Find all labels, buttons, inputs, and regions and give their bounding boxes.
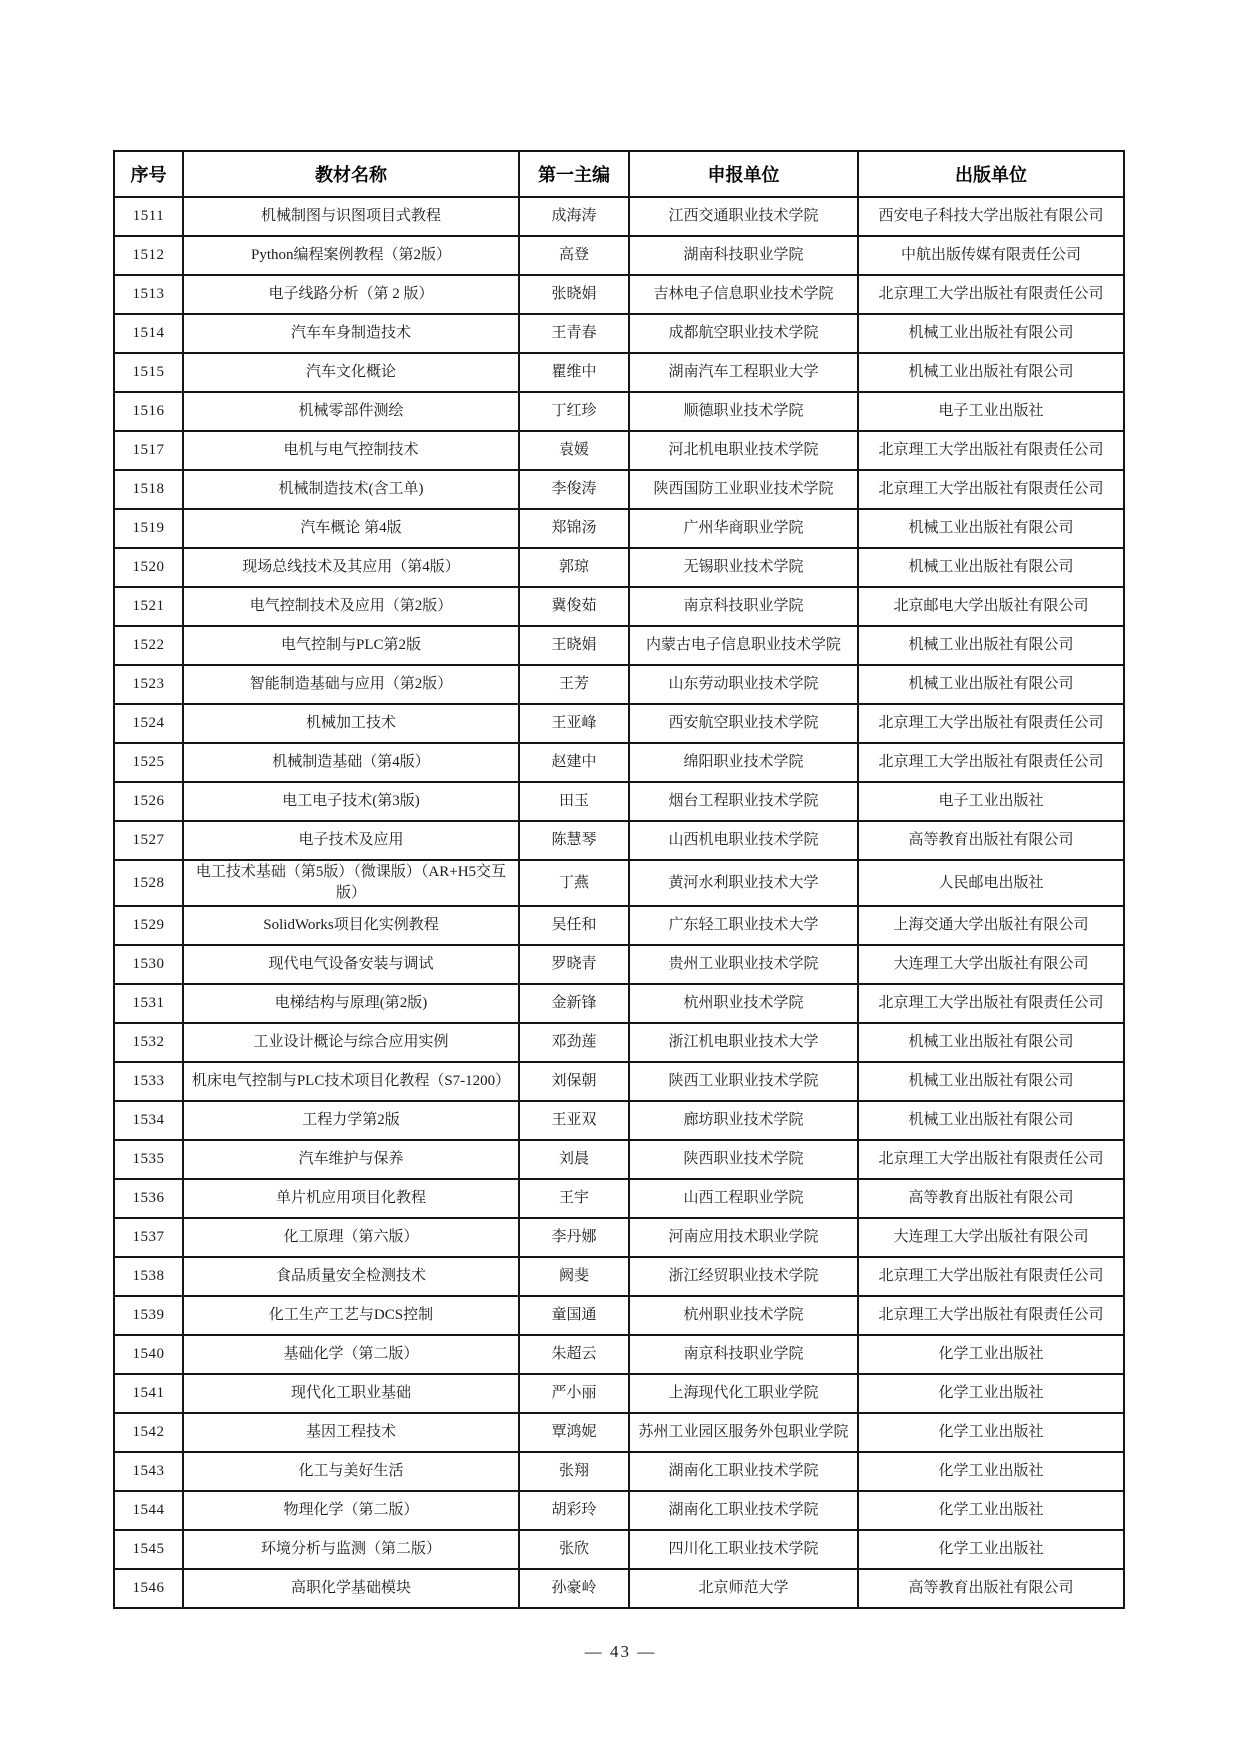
table-row — [114, 1296, 1124, 1335]
cell-applying-institution: 吉林电子信息职业技术学院 — [629, 275, 858, 314]
cell-textbook-name: 汽车文化概论 — [183, 353, 519, 392]
table-row — [114, 906, 1124, 945]
cell-applying-institution: 河南应用技术职业学院 — [629, 1218, 858, 1257]
cell-applying-institution: 陕西国防工业职业技术学院 — [629, 470, 858, 509]
cell-first-editor: 田玉 — [519, 782, 629, 821]
cell-textbook-name: 电梯结构与原理(第2版) — [183, 984, 519, 1023]
cell-textbook-name: 现代化工职业基础 — [183, 1374, 519, 1413]
cell-applying-institution: 山东劳动职业技术学院 — [629, 665, 858, 704]
cell-serial-number: 1516 — [114, 392, 183, 431]
cell-serial-number: 1511 — [114, 197, 183, 236]
cell-publisher: 机械工业出版社有限公司 — [858, 548, 1124, 587]
cell-textbook-name: 食品质量安全检测技术 — [183, 1257, 519, 1296]
cell-first-editor: 覃鸿妮 — [519, 1413, 629, 1452]
cell-serial-number: 1532 — [114, 1023, 183, 1062]
textbook-table — [113, 150, 1125, 1609]
cell-publisher: 机械工业出版社有限公司 — [858, 509, 1124, 548]
cell-first-editor: 陈慧琴 — [519, 821, 629, 860]
cell-textbook-name: 电气控制技术及应用（第2版） — [183, 587, 519, 626]
cell-serial-number: 1513 — [114, 275, 183, 314]
cell-first-editor: 李俊涛 — [519, 470, 629, 509]
cell-textbook-name: 电工电子技术(第3版) — [183, 782, 519, 821]
cell-textbook-name: 基因工程技术 — [183, 1413, 519, 1452]
cell-serial-number: 1533 — [114, 1062, 183, 1101]
cell-serial-number: 1539 — [114, 1296, 183, 1335]
table-row — [114, 1374, 1124, 1413]
cell-textbook-name: 机械制造技术(含工单) — [183, 470, 519, 509]
table-row — [114, 860, 1124, 906]
cell-textbook-name: 物理化学（第二版） — [183, 1491, 519, 1530]
cell-textbook-name: 汽车车身制造技术 — [183, 314, 519, 353]
cell-serial-number: 1523 — [114, 665, 183, 704]
table-row — [114, 1023, 1124, 1062]
cell-publisher: 北京理工大学出版社有限责任公司 — [858, 275, 1124, 314]
cell-textbook-name: 电机与电气控制技术 — [183, 431, 519, 470]
cell-serial-number: 1526 — [114, 782, 183, 821]
cell-first-editor: 王青春 — [519, 314, 629, 353]
cell-publisher: 高等教育出版社有限公司 — [858, 821, 1124, 860]
cell-publisher: 北京理工大学出版社有限责任公司 — [858, 1140, 1124, 1179]
table-row — [114, 984, 1124, 1023]
cell-publisher: 北京理工大学出版社有限责任公司 — [858, 431, 1124, 470]
cell-applying-institution: 四川化工职业技术学院 — [629, 1530, 858, 1569]
cell-textbook-name: 环境分析与监测（第二版） — [183, 1530, 519, 1569]
cell-first-editor: 成海涛 — [519, 197, 629, 236]
cell-applying-institution: 北京师范大学 — [629, 1569, 858, 1608]
cell-textbook-name: 单片机应用项目化教程 — [183, 1179, 519, 1218]
cell-textbook-name: 机床电气控制与PLC技术项目化教程（S7-1200） — [183, 1062, 519, 1101]
table-row — [114, 704, 1124, 743]
cell-textbook-name: 智能制造基础与应用（第2版） — [183, 665, 519, 704]
cell-first-editor: 金新锋 — [519, 984, 629, 1023]
cell-serial-number: 1518 — [114, 470, 183, 509]
cell-serial-number: 1512 — [114, 236, 183, 275]
cell-publisher: 北京理工大学出版社有限责任公司 — [858, 470, 1124, 509]
cell-publisher: 电子工业出版社 — [858, 392, 1124, 431]
cell-applying-institution: 烟台工程职业技术学院 — [629, 782, 858, 821]
cell-textbook-name: 电子线路分析（第 2 版） — [183, 275, 519, 314]
cell-publisher: 高等教育出版社有限公司 — [858, 1569, 1124, 1608]
cell-first-editor: 王芳 — [519, 665, 629, 704]
cell-publisher: 北京邮电大学出版社有限公司 — [858, 587, 1124, 626]
cell-first-editor: 吴任和 — [519, 906, 629, 945]
cell-serial-number: 1528 — [114, 860, 183, 906]
cell-textbook-name: 机械零部件测绘 — [183, 392, 519, 431]
cell-serial-number: 1546 — [114, 1569, 183, 1608]
cell-first-editor: 王宇 — [519, 1179, 629, 1218]
cell-first-editor: 孙豪岭 — [519, 1569, 629, 1608]
cell-serial-number: 1541 — [114, 1374, 183, 1413]
cell-publisher: 机械工业出版社有限公司 — [858, 626, 1124, 665]
cell-first-editor: 张晓娟 — [519, 275, 629, 314]
cell-publisher: 机械工业出版社有限公司 — [858, 314, 1124, 353]
cell-first-editor: 袁媛 — [519, 431, 629, 470]
table-row — [114, 782, 1124, 821]
cell-applying-institution: 杭州职业技术学院 — [629, 1296, 858, 1335]
cell-applying-institution: 陕西职业技术学院 — [629, 1140, 858, 1179]
cell-serial-number: 1529 — [114, 906, 183, 945]
cell-applying-institution: 湖南科技职业学院 — [629, 236, 858, 275]
cell-textbook-name: 汽车维护与保养 — [183, 1140, 519, 1179]
cell-first-editor: 刘晨 — [519, 1140, 629, 1179]
cell-publisher: 中航出版传媒有限责任公司 — [858, 236, 1124, 275]
table-row — [114, 1491, 1124, 1530]
page-number: — 43 — — [584, 1642, 657, 1661]
cell-first-editor: 赵建中 — [519, 743, 629, 782]
table-row — [114, 509, 1124, 548]
table-row — [114, 743, 1124, 782]
table-row — [114, 197, 1124, 236]
cell-first-editor: 胡彩玲 — [519, 1491, 629, 1530]
cell-first-editor: 童国通 — [519, 1296, 629, 1335]
cell-applying-institution: 成都航空职业技术学院 — [629, 314, 858, 353]
cell-publisher: 电子工业出版社 — [858, 782, 1124, 821]
cell-textbook-name: 电工技术基础（第5版）（微课版）（AR+H5交互版） — [183, 860, 519, 906]
cell-first-editor: 王晓娟 — [519, 626, 629, 665]
header-serial-number: 序号 — [114, 151, 183, 197]
table-row — [114, 1101, 1124, 1140]
cell-first-editor: 冀俊茹 — [519, 587, 629, 626]
cell-textbook-name: 现场总线技术及其应用（第4版） — [183, 548, 519, 587]
cell-serial-number: 1537 — [114, 1218, 183, 1257]
cell-serial-number: 1540 — [114, 1335, 183, 1374]
cell-applying-institution: 湖南化工职业技术学院 — [629, 1491, 858, 1530]
cell-applying-institution: 廊坊职业技术学院 — [629, 1101, 858, 1140]
cell-serial-number: 1520 — [114, 548, 183, 587]
table-row — [114, 314, 1124, 353]
table-row — [114, 1257, 1124, 1296]
table-row — [114, 945, 1124, 984]
cell-serial-number: 1531 — [114, 984, 183, 1023]
cell-applying-institution: 山西机电职业技术学院 — [629, 821, 858, 860]
table-header-row — [114, 151, 1124, 197]
table-row — [114, 1335, 1124, 1374]
cell-first-editor: 瞿维中 — [519, 353, 629, 392]
cell-applying-institution: 顺德职业技术学院 — [629, 392, 858, 431]
cell-first-editor: 阙斐 — [519, 1257, 629, 1296]
cell-applying-institution: 陕西工业职业技术学院 — [629, 1062, 858, 1101]
cell-serial-number: 1524 — [114, 704, 183, 743]
cell-serial-number: 1521 — [114, 587, 183, 626]
cell-serial-number: 1525 — [114, 743, 183, 782]
cell-serial-number: 1519 — [114, 509, 183, 548]
table-row — [114, 626, 1124, 665]
cell-publisher: 人民邮电出版社 — [858, 860, 1124, 906]
cell-applying-institution: 湖南汽车工程职业大学 — [629, 353, 858, 392]
table-row — [114, 1452, 1124, 1491]
cell-serial-number: 1544 — [114, 1491, 183, 1530]
cell-publisher: 化学工业出版社 — [858, 1335, 1124, 1374]
cell-textbook-name: 工业设计概论与综合应用实例 — [183, 1023, 519, 1062]
table-row — [114, 1569, 1124, 1608]
cell-textbook-name: 化工生产工艺与DCS控制 — [183, 1296, 519, 1335]
cell-serial-number: 1534 — [114, 1101, 183, 1140]
cell-serial-number: 1545 — [114, 1530, 183, 1569]
cell-applying-institution: 南京科技职业学院 — [629, 1335, 858, 1374]
cell-serial-number: 1535 — [114, 1140, 183, 1179]
header-textbook-name: 教材名称 — [183, 151, 519, 197]
cell-applying-institution: 广州华商职业学院 — [629, 509, 858, 548]
cell-textbook-name: 机械加工技术 — [183, 704, 519, 743]
table-body — [114, 197, 1124, 1608]
cell-textbook-name: SolidWorks项目化实例教程 — [183, 906, 519, 945]
table-row — [114, 392, 1124, 431]
cell-first-editor: 邓劲莲 — [519, 1023, 629, 1062]
cell-applying-institution: 杭州职业技术学院 — [629, 984, 858, 1023]
cell-applying-institution: 上海现代化工职业学院 — [629, 1374, 858, 1413]
cell-serial-number: 1522 — [114, 626, 183, 665]
cell-publisher: 机械工业出版社有限公司 — [858, 353, 1124, 392]
table-row — [114, 275, 1124, 314]
cell-applying-institution: 内蒙古电子信息职业技术学院 — [629, 626, 858, 665]
cell-publisher: 机械工业出版社有限公司 — [858, 665, 1124, 704]
cell-publisher: 化学工业出版社 — [858, 1374, 1124, 1413]
cell-applying-institution: 苏州工业园区服务外包职业学院 — [629, 1413, 858, 1452]
cell-publisher: 机械工业出版社有限公司 — [858, 1023, 1124, 1062]
cell-textbook-name: 机械制图与识图项目式教程 — [183, 197, 519, 236]
cell-serial-number: 1542 — [114, 1413, 183, 1452]
cell-textbook-name: 汽车概论 第4版 — [183, 509, 519, 548]
cell-applying-institution: 贵州工业职业技术学院 — [629, 945, 858, 984]
cell-applying-institution: 浙江经贸职业技术学院 — [629, 1257, 858, 1296]
cell-first-editor: 郭琼 — [519, 548, 629, 587]
table-row — [114, 665, 1124, 704]
cell-publisher: 化学工业出版社 — [858, 1491, 1124, 1530]
cell-serial-number: 1514 — [114, 314, 183, 353]
table-row — [114, 587, 1124, 626]
cell-serial-number: 1543 — [114, 1452, 183, 1491]
table-row — [114, 1179, 1124, 1218]
cell-publisher: 北京理工大学出版社有限责任公司 — [858, 1257, 1124, 1296]
cell-first-editor: 严小丽 — [519, 1374, 629, 1413]
table-row — [114, 821, 1124, 860]
cell-textbook-name: 机械制造基础（第4版） — [183, 743, 519, 782]
cell-publisher: 化学工业出版社 — [858, 1452, 1124, 1491]
cell-applying-institution: 西安航空职业技术学院 — [629, 704, 858, 743]
cell-publisher: 大连理工大学出版社有限公司 — [858, 1218, 1124, 1257]
cell-textbook-name: 化工原理（第六版） — [183, 1218, 519, 1257]
cell-textbook-name: Python编程案例教程（第2版） — [183, 236, 519, 275]
cell-publisher: 机械工业出版社有限公司 — [858, 1062, 1124, 1101]
cell-publisher: 北京理工大学出版社有限责任公司 — [858, 704, 1124, 743]
cell-textbook-name: 电子技术及应用 — [183, 821, 519, 860]
cell-first-editor: 郑锦汤 — [519, 509, 629, 548]
table-row — [114, 1413, 1124, 1452]
cell-textbook-name: 工程力学第2版 — [183, 1101, 519, 1140]
cell-first-editor: 李丹娜 — [519, 1218, 629, 1257]
cell-serial-number: 1538 — [114, 1257, 183, 1296]
cell-applying-institution: 河北机电职业技术学院 — [629, 431, 858, 470]
table-row — [114, 431, 1124, 470]
table-row — [114, 1530, 1124, 1569]
cell-textbook-name: 基础化学（第二版） — [183, 1335, 519, 1374]
table-row — [114, 548, 1124, 587]
cell-serial-number: 1527 — [114, 821, 183, 860]
cell-publisher: 化学工业出版社 — [858, 1530, 1124, 1569]
table-row — [114, 470, 1124, 509]
cell-first-editor: 丁红珍 — [519, 392, 629, 431]
cell-publisher: 北京理工大学出版社有限责任公司 — [858, 984, 1124, 1023]
cell-publisher: 北京理工大学出版社有限责任公司 — [858, 743, 1124, 782]
cell-publisher: 大连理工大学出版社有限公司 — [858, 945, 1124, 984]
cell-applying-institution: 广东轻工职业技术大学 — [629, 906, 858, 945]
cell-publisher: 西安电子科技大学出版社有限公司 — [858, 197, 1124, 236]
cell-first-editor: 张翔 — [519, 1452, 629, 1491]
cell-textbook-name: 现代电气设备安装与调试 — [183, 945, 519, 984]
header-applying-institution: 申报单位 — [629, 151, 858, 197]
cell-applying-institution: 黄河水利职业技术大学 — [629, 860, 858, 906]
cell-first-editor: 王亚峰 — [519, 704, 629, 743]
cell-first-editor: 张欣 — [519, 1530, 629, 1569]
cell-applying-institution: 无锡职业技术学院 — [629, 548, 858, 587]
cell-textbook-name: 化工与美好生活 — [183, 1452, 519, 1491]
cell-first-editor: 刘保朝 — [519, 1062, 629, 1101]
table-row — [114, 353, 1124, 392]
cell-first-editor: 王亚双 — [519, 1101, 629, 1140]
cell-textbook-name: 高职化学基础模块 — [183, 1569, 519, 1608]
cell-publisher: 机械工业出版社有限公司 — [858, 1101, 1124, 1140]
cell-publisher: 上海交通大学出版社有限公司 — [858, 906, 1124, 945]
cell-applying-institution: 山西工程职业学院 — [629, 1179, 858, 1218]
cell-serial-number: 1515 — [114, 353, 183, 392]
header-first-editor: 第一主编 — [519, 151, 629, 197]
cell-publisher: 化学工业出版社 — [858, 1413, 1124, 1452]
cell-first-editor: 丁燕 — [519, 860, 629, 906]
cell-serial-number: 1536 — [114, 1179, 183, 1218]
header-publisher: 出版单位 — [858, 151, 1124, 197]
cell-first-editor: 朱超云 — [519, 1335, 629, 1374]
cell-publisher: 高等教育出版社有限公司 — [858, 1179, 1124, 1218]
table-row — [114, 1140, 1124, 1179]
table-row — [114, 236, 1124, 275]
cell-first-editor: 高登 — [519, 236, 629, 275]
cell-textbook-name: 电气控制与PLC第2版 — [183, 626, 519, 665]
table-row — [114, 1062, 1124, 1101]
cell-first-editor: 罗晓青 — [519, 945, 629, 984]
table-row — [114, 1218, 1124, 1257]
cell-applying-institution: 湖南化工职业技术学院 — [629, 1452, 858, 1491]
cell-applying-institution: 江西交通职业技术学院 — [629, 197, 858, 236]
cell-publisher: 北京理工大学出版社有限责任公司 — [858, 1296, 1124, 1335]
cell-serial-number: 1530 — [114, 945, 183, 984]
cell-applying-institution: 南京科技职业学院 — [629, 587, 858, 626]
cell-applying-institution: 绵阳职业技术学院 — [629, 743, 858, 782]
cell-applying-institution: 浙江机电职业技术大学 — [629, 1023, 858, 1062]
cell-serial-number: 1517 — [114, 431, 183, 470]
